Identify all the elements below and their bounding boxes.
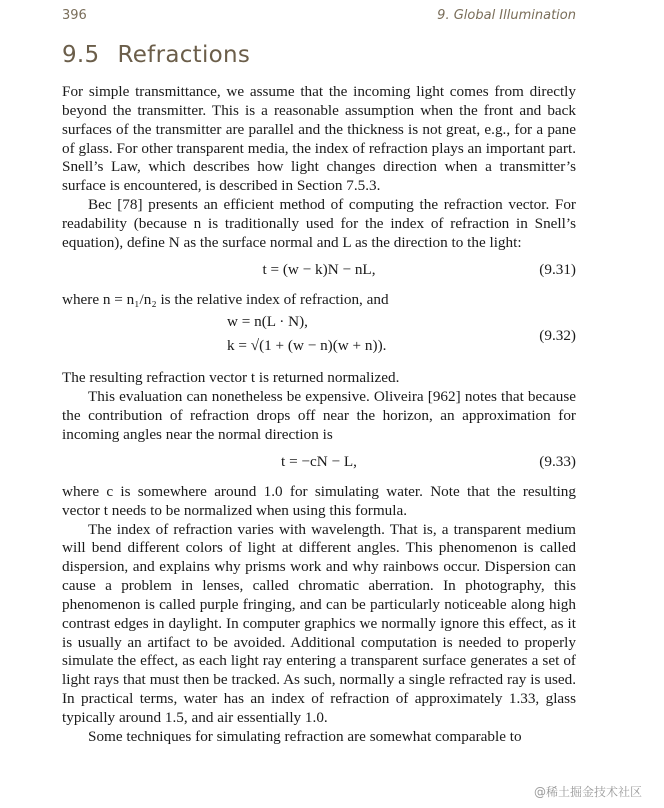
paragraph: Bec [78] presents an efficient method of computing the refraction vector. For readability (because n is traditionally used for the index of refraction in Snell’s equation), define N as the surface normal and L as the direction to the light: [62, 196, 576, 251]
chapter-title: 9. Global Illumination [437, 8, 576, 23]
equation-9-31 [62, 253, 576, 291]
watermark: @稀土掘金技术社区 [533, 785, 642, 799]
paragraph: where c is somewhere around 1.0 for simulating water. Note that the resulting vector t needs to be normalized when using this formula. [62, 482, 576, 519]
section-number: 9.5 [62, 42, 100, 68]
paragraph: This evaluation can nonetheless be expensive. Oliveira [962] notes that because the contribution of refraction drops off near the horizon, an approximation for incoming angles near the normal direction is [62, 388, 576, 443]
paragraph: Some techniques for simulating refraction are somewhat comparable to [88, 727, 522, 745]
equation-expression: t = −cN − L, [281, 452, 357, 470]
running-header [62, 8, 576, 26]
equation-number: (9.32) [539, 327, 576, 345]
paragraph: The index of refraction varies with wavelength. That is, a transparent medium will bend different colors of light at different angles. This phenomenon is called dispersion, and explains why prisms work and why rainbows occur. Dispersion can cause a problem in lenses, called chromatic aberration. In photography, this phenomenon is called purple fringing, and can be particularly noticeable along high contrast edges in daylight. In computer graphics we normally ignore this effect, as it is usually an artifact to be avoided. Additional computation is needed to properly simulate the effect, as each light ray entering a transparent surface generates a set of light rays that must then be tracked. As such, normally a single refracted ray is used. In practical terms, water has an index of refraction of approximately 1.33, glass typically around 1.5, and air essentially 1.0. [62, 520, 576, 726]
section-title: Refractions [117, 42, 251, 68]
equation-number: (9.33) [539, 452, 576, 470]
page-number: 396 [62, 8, 87, 23]
equation-expression: t = (w − k)N − nL, [262, 260, 376, 278]
equation-9-32 [62, 309, 576, 369]
paragraph: where n = n₁/n₂ is the relative index of refraction, and [62, 290, 389, 308]
section-heading [62, 42, 250, 68]
paragraph: For simple transmittance, we assume that the incoming light comes from directly beyond the transmitter. This is a reasonable assumption when the front and back surfaces of the transmitter are parallel and the thickness is not great, e.g., for a pane of glass. For other transparent media, the index of refraction plays an important part. Snell’s Law, which describes how light changes direction when a transmitter’s surface is encountered, is described in Section 7.5.3. [62, 83, 576, 195]
paragraph: The resulting refraction vector t is returned normalized. [62, 369, 400, 387]
equation-line: k = √(1 + (w − n)(w + n)). [227, 337, 387, 355]
equation-9-33 [62, 445, 576, 483]
equation-number: (9.31) [539, 260, 576, 278]
body-text [62, 83, 576, 747]
equation-line: w = n(L · N), [227, 313, 308, 331]
